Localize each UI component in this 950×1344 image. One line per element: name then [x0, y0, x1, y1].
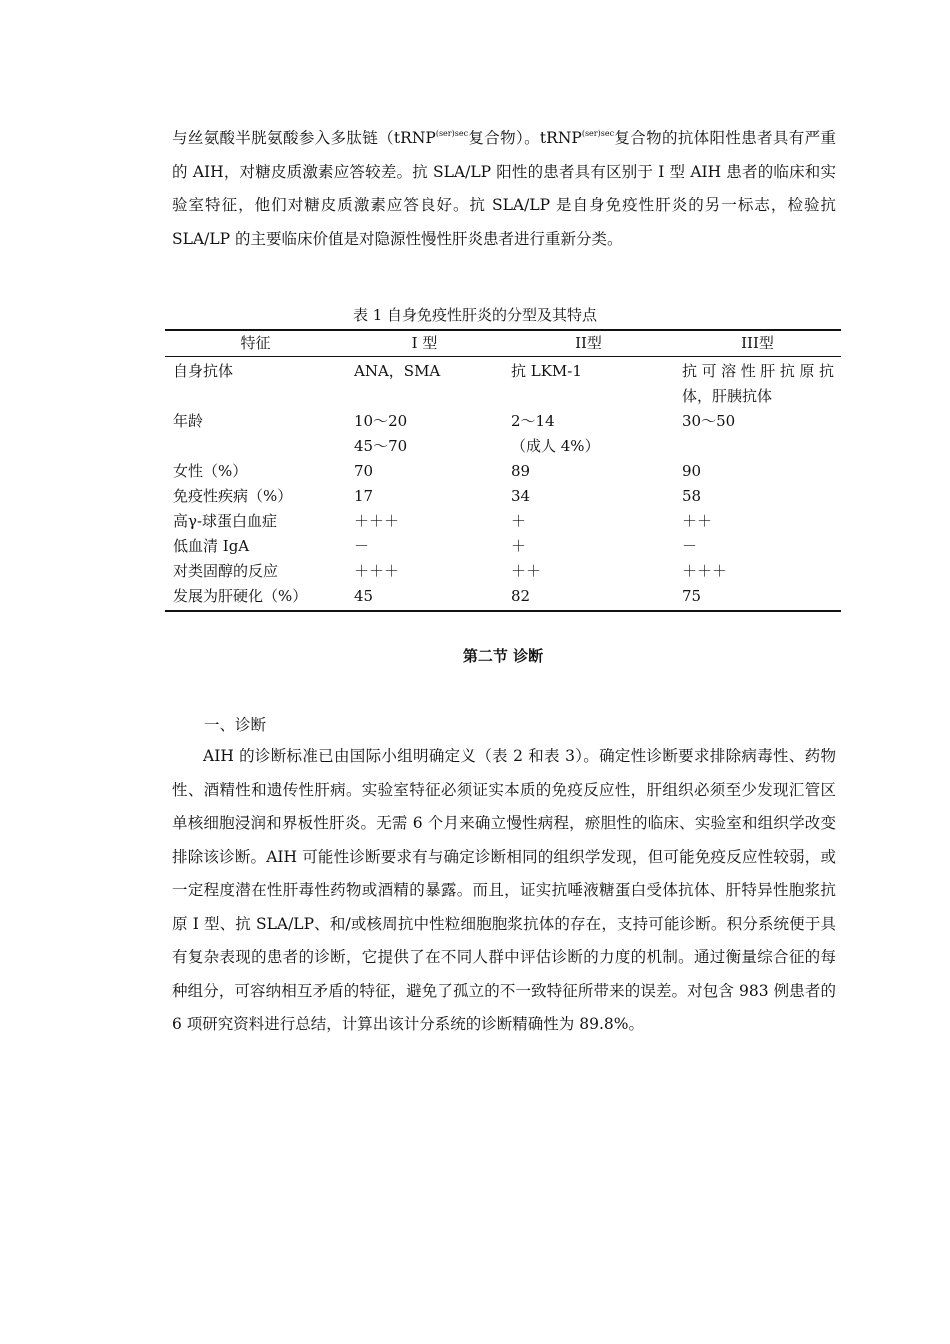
cell-value: 2～14 [511, 412, 555, 430]
cell-value: ANA，SMA [354, 362, 441, 380]
cell-feature: 年龄 [173, 412, 204, 430]
table-row [165, 357, 841, 410]
header-type3: III型 [674, 330, 841, 357]
intro-text-1: 与丝氨酸半胱氨酸参入多肽链（tRNP [172, 129, 436, 147]
table-row [165, 484, 841, 509]
cell-value-2: 45～70 [354, 437, 408, 455]
table-caption: 表 1 自身免疫性肝炎的分型及其特点 [352, 306, 598, 324]
cell-value: 抗 LKM-1 [511, 362, 582, 380]
header-type2: II型 [503, 330, 674, 357]
cell-feature: 自身抗体 [173, 362, 234, 380]
cell-type2: 82 [503, 584, 674, 611]
subheading: 一、诊断 [204, 716, 267, 734]
section-title: 第二节 诊断 [462, 647, 544, 665]
cell-type2: ＋ [511, 512, 527, 530]
cell-type1: － [354, 537, 370, 555]
cell-type1: 17 [354, 487, 374, 505]
cell-feature: 免疫性疾病（%） [173, 487, 293, 505]
cell-type1: ＋＋＋ [354, 512, 400, 530]
table-row [165, 509, 841, 534]
cell-value-2: 体，肝胰抗体 [682, 387, 773, 405]
superscript-1: (ser)sec [435, 129, 469, 138]
table-row [165, 559, 841, 584]
cell-type2: 89 [511, 462, 531, 480]
cell-feature: 发展为肝硬化（%） [165, 584, 346, 611]
cell-value: 抗可溶性肝抗原抗 [682, 362, 834, 380]
cell-type3 [674, 357, 841, 410]
table-row [165, 534, 841, 559]
cell-type2: ＋＋ [511, 562, 542, 580]
aih-types-table [165, 329, 841, 612]
cell-type3: － [682, 537, 698, 555]
intro-text-2: 复合物）。tRNP [468, 129, 582, 147]
header-feature: 特征 [165, 330, 346, 357]
table-row [165, 409, 841, 459]
cell-type1 [346, 409, 503, 459]
diagnosis-paragraph: AIH 的诊断标准已由国际小组明确定义（表 2 和表 3）。确定性诊断要求排除病毒性、药物性、酒精性和遗传性肝病。实验室特征必须证实本质的免疫反应性，肝组织必须至少发现汇管区单核细胞浸润和界板性肝炎。无需 6 个月来确立慢性病程，瘀胆性的临床、实验室和组织学改变排除该诊断。AIH 可能性诊断要求有与确定诊断相同的组织学发现，但可能免疫反应性较弱，或一定程度潜在性肝毒性药物或酒精的暴露。而且，证实抗唾液糖蛋白受体抗体、肝特异性胞浆抗原 I 型、抗 SLA/LP、和/或核周抗中性粒细胞胞浆抗体的存在，支持可能诊断。积分系统便于具有复杂表现的患者的诊断，它提供了在不同人群中评估诊断的力度的机制。通过衡量综合征的每种组分，可容纳相互矛盾的特征，避免了孤立的不一致特征所带来的误差。对包含 983 例患者的 6 项研究资料进行总结，计算出该计分系统的诊断精确性为 89.8%。 [172, 747, 836, 1033]
cell-type3: 58 [682, 487, 702, 505]
cell-type3: 75 [674, 584, 841, 611]
cell-value: 10～20 [354, 412, 408, 430]
cell-type2: 34 [511, 487, 531, 505]
cell-feature: 高γ-球蛋白血症 [173, 512, 278, 530]
cell-type1 [346, 357, 503, 410]
cell-value-2: （成人 4%） [511, 437, 600, 455]
cell-type3: ＋＋＋ [682, 562, 728, 580]
intro-paragraph [172, 122, 836, 256]
table-row [165, 584, 841, 611]
superscript-2: (ser)sec [581, 129, 615, 138]
cell-type1: 70 [354, 462, 374, 480]
table-header-row [165, 330, 841, 357]
cell-type1: 45 [346, 584, 503, 611]
cell-type1: ＋＋＋ [354, 562, 400, 580]
cell-value: 30～50 [682, 412, 736, 430]
cell-type3 [674, 409, 841, 459]
cell-feature: 低血清 IgA [173, 537, 250, 555]
cell-type3: 90 [682, 462, 702, 480]
cell-feature: 女性（%） [173, 462, 248, 480]
cell-type2 [503, 409, 674, 459]
cell-type2: ＋ [511, 537, 527, 555]
header-type1: I 型 [346, 330, 503, 357]
intro-text-3: 复合物的抗体阳性患者具有严重的 AIH，对糖皮质激素应答较差。抗 SLA/LP 阳性的患者具有区别于 I 型 AIH 患者的临床和实验室特征，他们对糖皮质激素应答良好。抗 SLA/LP 是自身免疫性肝炎的另一标志，检验抗 SLA/LP 的主要临床价值是对隐源性慢性肝炎患者进行重新分类。 [172, 129, 836, 248]
cell-feature: 对类固醇的反应 [173, 562, 279, 580]
cell-type3: ＋＋ [682, 512, 713, 530]
cell-type2 [503, 357, 674, 410]
table-row [165, 459, 841, 484]
